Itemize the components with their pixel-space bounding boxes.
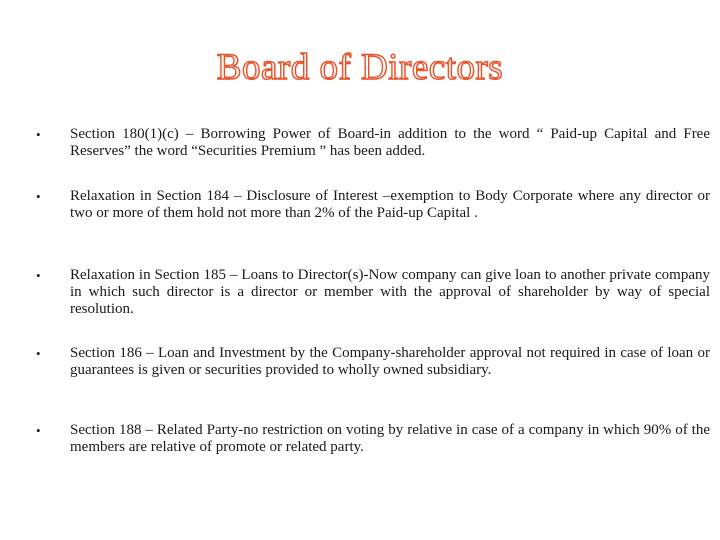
bullet-point-icon: • <box>36 268 41 283</box>
bullet-point-icon: • <box>36 346 41 361</box>
bullet-point-icon: • <box>36 189 41 204</box>
bullet-text: Section 188 – Related Party-no restriction on voting by relative in case of a company in which 90% of the members are relative of promote or related party. <box>70 422 710 455</box>
bullet-item-section-186 <box>36 345 710 379</box>
slide-title: Board of Directors <box>216 47 504 88</box>
bullet-item-section-180 <box>36 126 710 160</box>
bullet-item-section-185 <box>36 267 710 318</box>
bullet-text: Section 180(1)(c) – Borrowing Power of Board-in addition to the word “ Paid-up Capital and Free Reserves” the word “Securities Premium ” has been added. <box>70 126 710 159</box>
bullet-text: Relaxation in Section 184 – Disclosure of Interest –exemption to Body Corporate where any director or two or more of them hold not more than 2% of the Paid-up Capital . <box>70 188 710 221</box>
bullet-point-icon: • <box>36 423 41 438</box>
bullet-point-icon: • <box>36 127 41 142</box>
bullet-text: Relaxation in Section 185 – Loans to Director(s)-Now company can give loan to another private company in which such director is a director or member with the approval of shareholder by way of special resolution. <box>70 267 710 317</box>
bullet-text: Section 186 – Loan and Investment by the Company-shareholder approval not required in case of loan or guarantees is given or securities provided to wholly owned subsidiary. <box>70 345 710 378</box>
bullet-item-section-184 <box>36 188 710 222</box>
bullet-item-section-188 <box>36 422 710 456</box>
